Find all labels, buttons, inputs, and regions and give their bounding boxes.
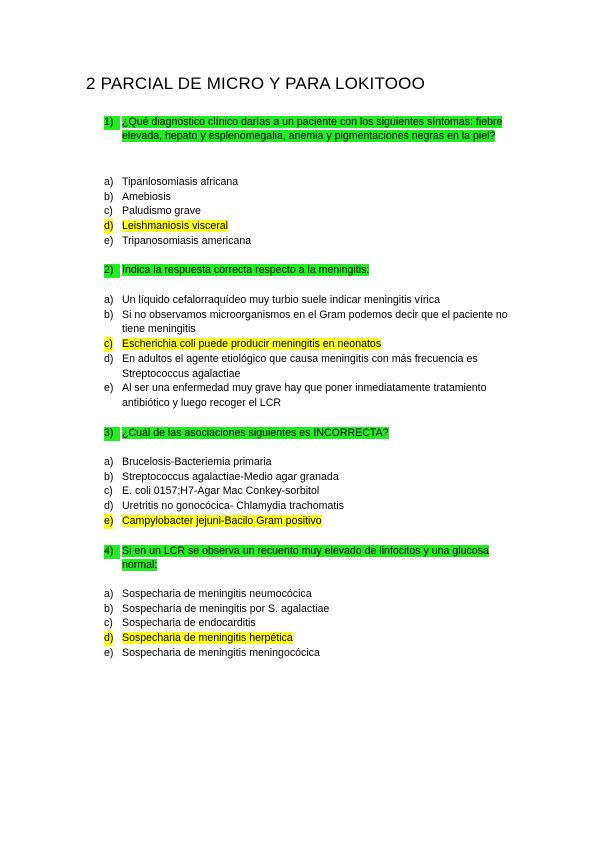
option-text: En adultos el agente etiológico que causa meningitis con más frecuencia es Streptococcus agalactiae xyxy=(122,352,478,380)
option-letter: c) xyxy=(104,338,113,351)
option-text: Un líquido cefalorraquídeo muy turbio suele indicar meningitis vírica xyxy=(122,294,440,306)
option-letter: c) xyxy=(104,205,113,218)
option-text: Sospecharia de meningitis herpética xyxy=(122,632,293,645)
option-letter: b) xyxy=(104,602,114,615)
question-2 xyxy=(104,264,518,278)
list-item xyxy=(104,204,518,219)
list-item xyxy=(104,381,518,410)
question-4 xyxy=(104,545,518,572)
option-text: Escherichia coli puede producir meningitis en neonatos xyxy=(122,338,382,351)
option-text: Streptococcus agalactiae-Medio agar granada xyxy=(122,470,339,483)
options-list-3 xyxy=(104,455,518,529)
question-text: ¿Cuál de las asociaciones siguientes es INCORRECTA? xyxy=(122,427,389,439)
option-letter: c) xyxy=(104,485,113,498)
option-letter: b) xyxy=(104,190,114,203)
option-text: Sospecharia de endocarditis xyxy=(122,617,256,630)
list-item xyxy=(104,616,518,631)
option-text: Sospecharia de meningitis neumocócica xyxy=(122,588,312,600)
option-letter: d) xyxy=(104,220,114,233)
list-item xyxy=(104,352,518,381)
question-1 xyxy=(104,116,518,143)
list-item xyxy=(104,499,518,514)
option-letter: e) xyxy=(104,234,114,247)
list-item-correct xyxy=(104,337,518,352)
list-item xyxy=(104,587,518,602)
option-text: Uretritis no gonocócica- Chlamydia trachomatis xyxy=(122,500,344,513)
option-text: Campylobacter jejuni-Bacilo Gram positivo xyxy=(122,514,322,527)
question-number: 3) xyxy=(104,427,120,441)
list-item xyxy=(104,175,518,190)
option-letter: c) xyxy=(104,617,113,630)
list-item xyxy=(104,455,518,470)
option-text: Leishmaniosis visceral xyxy=(122,220,228,233)
option-letter: a) xyxy=(104,176,114,188)
question-number: 2) xyxy=(104,264,120,278)
list-item xyxy=(104,234,518,249)
option-text: Si no observamos microorganismos en el Gram podemos decir que el paciente no tiene meningitis xyxy=(122,308,508,336)
option-letter: a) xyxy=(104,294,114,306)
option-letter: e) xyxy=(104,514,114,527)
list-item xyxy=(104,293,518,308)
question-number: 4) xyxy=(104,545,120,559)
option-letter: e) xyxy=(104,646,114,659)
option-text: Paludismo grave xyxy=(122,205,201,218)
question-3 xyxy=(104,427,518,441)
option-text: Sospecharia de meningitis meningocócica xyxy=(122,646,320,659)
option-text: Tripanosomiasis americana xyxy=(122,234,252,247)
option-text: Sospecharía de meningitis por S. agalactiae xyxy=(122,602,330,615)
option-text: Tipanlosomiasis africana xyxy=(122,176,239,188)
list-item xyxy=(104,470,518,485)
option-letter: e) xyxy=(104,382,114,395)
list-item xyxy=(104,646,518,661)
option-letter: a) xyxy=(104,456,114,468)
list-item xyxy=(104,190,518,205)
question-text: ¿Qué diagnóstico clínico darías a un paciente con los siguientes síntomas: fiebre elevada, hepato y esplenomegalia, anemia y pigmentaciones negras en la piel? xyxy=(122,116,503,142)
question-text: Indica la respuesta correcta respecto a la meningitis: xyxy=(122,264,370,276)
list-item-correct xyxy=(104,631,518,646)
option-letter: b) xyxy=(104,308,114,321)
list-item xyxy=(104,602,518,617)
option-text: Amebiosis xyxy=(122,190,171,203)
options-list-2 xyxy=(104,293,518,411)
list-item xyxy=(104,484,518,499)
option-text: Brucelosis-Bacteriemia primaria xyxy=(122,456,272,468)
list-item-correct xyxy=(104,514,518,529)
option-text: E. coli 0157;H7-Agar Mac Conkey-sorbitol xyxy=(122,485,320,498)
options-list-4 xyxy=(104,587,518,661)
option-text: Al ser una enfermedad muy grave hay que poner inmediatamente tratamiento antibiótico y luego recoger el LCR xyxy=(122,382,487,409)
page-title: 2 PARCIAL DE MICRO Y PARA LOKITOOO xyxy=(86,74,426,93)
question-text: Si en un LCR se observa un recuento muy elevado de linfocitos y una glucosa normal: xyxy=(122,545,489,571)
list-item-correct xyxy=(104,219,518,234)
list-item xyxy=(104,308,518,337)
option-letter: d) xyxy=(104,632,114,645)
option-letter: d) xyxy=(104,500,114,513)
option-letter: b) xyxy=(104,470,114,483)
option-letter: d) xyxy=(104,352,114,365)
option-letter: a) xyxy=(104,588,114,600)
options-list-1 xyxy=(104,175,518,249)
question-number: 1) xyxy=(104,116,120,130)
